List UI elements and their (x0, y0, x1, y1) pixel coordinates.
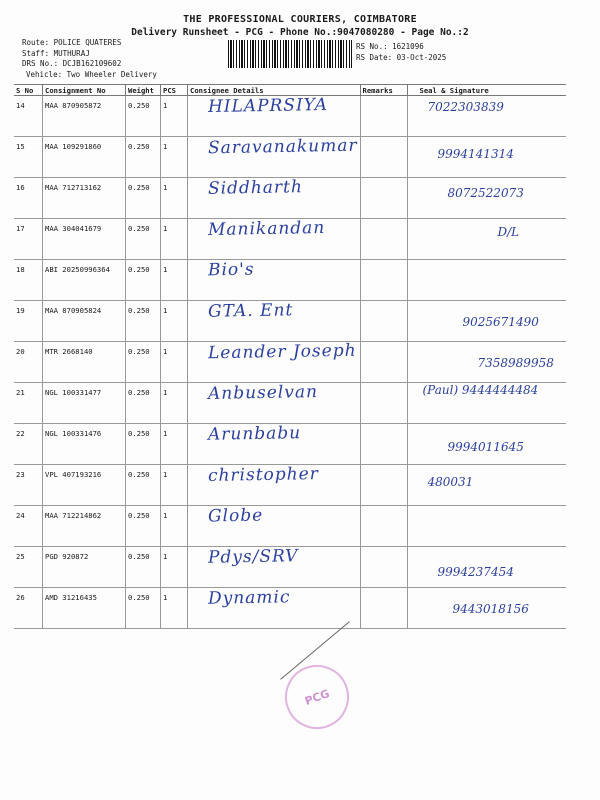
row-consignee (188, 465, 361, 506)
row-seal-signature (407, 137, 566, 178)
row-pcs: 1 (161, 178, 188, 219)
row-remarks (360, 547, 407, 588)
row-sno: 15 (14, 137, 43, 178)
row-remarks (360, 465, 407, 506)
table-header-row (14, 85, 566, 96)
consignee-handwriting: HILAPRSIYA (207, 94, 329, 118)
row-remarks (360, 260, 407, 301)
row-weight: 0.250 (126, 178, 161, 219)
table-row (14, 301, 566, 342)
row-pcs: 1 (161, 424, 188, 465)
row-pcs: 1 (161, 506, 188, 547)
row-remarks (360, 301, 407, 342)
row-sno: 22 (14, 424, 43, 465)
row-pcs: 1 (161, 547, 188, 588)
consignee-handwriting: Bio's (207, 259, 255, 281)
row-consignee (188, 260, 361, 301)
row-weight: 0.250 (126, 424, 161, 465)
staff: Staff: MUTHURAJ (22, 48, 90, 58)
row-sno: 14 (14, 96, 43, 137)
row-remarks (360, 588, 407, 629)
row-seal-signature (407, 547, 566, 588)
row-consignment: MAA 870905824 (43, 301, 126, 342)
consignee-handwriting: Saravanakumar (207, 135, 358, 159)
table-row (14, 588, 566, 629)
row-remarks (360, 506, 407, 547)
row-remarks (360, 342, 407, 383)
signature-handwriting: 9025671490 (462, 315, 539, 329)
row-consignment: PGD 920872 (43, 547, 126, 588)
consignee-handwriting: Siddharth (207, 177, 304, 199)
runsheet-table (14, 84, 566, 629)
table-row (14, 465, 566, 506)
col-weight: Weight (126, 85, 161, 96)
row-consignee (188, 506, 361, 547)
row-pcs: 1 (161, 137, 188, 178)
row-pcs: 1 (161, 219, 188, 260)
row-remarks (360, 96, 407, 137)
col-sno: S No (14, 85, 43, 96)
row-seal-signature (407, 260, 566, 301)
row-consignee (188, 96, 361, 137)
consignee-handwriting: Anbuselvan (207, 382, 319, 404)
row-consignment: NGL 100331476 (43, 424, 126, 465)
row-sno: 16 (14, 178, 43, 219)
signature-handwriting: 9994141314 (437, 147, 514, 161)
table-row (14, 547, 566, 588)
row-weight: 0.250 (126, 260, 161, 301)
row-weight: 0.250 (126, 588, 161, 629)
signature-handwriting: D/L (497, 225, 520, 239)
row-consignment: NGL 100331477 (43, 383, 126, 424)
row-weight: 0.250 (126, 219, 161, 260)
rs-no: RS No.: 1621096 (356, 42, 424, 51)
consignee-handwriting: Arunbabu (207, 423, 302, 445)
row-consignee (188, 424, 361, 465)
col-seal: Seal & Signature (407, 85, 566, 96)
meta-right (356, 41, 446, 63)
row-consignment: MAA 304041679 (43, 219, 126, 260)
row-consignment: MAA 712214862 (43, 506, 126, 547)
row-consignment: MTR 2668140 (43, 342, 126, 383)
table-row (14, 506, 566, 547)
drs-no: DRS No.: DCJB162109602 (22, 59, 122, 68)
row-remarks (360, 178, 407, 219)
row-pcs: 1 (161, 260, 188, 301)
col-pcs: PCS (161, 85, 188, 96)
consignee-handwriting: Dynamic (207, 587, 291, 609)
signature-handwriting: 480031 (427, 475, 474, 489)
row-seal-signature (407, 301, 566, 342)
runsheet-title: Delivery Runsheet - PCG - Phone No.:9047080280 - Page No.:2 (131, 27, 469, 38)
row-consignment: AMD 31216435 (43, 588, 126, 629)
row-pcs: 1 (161, 383, 188, 424)
signature-handwriting: 9994011645 (447, 440, 524, 454)
row-consignee (188, 342, 361, 383)
row-sno: 17 (14, 219, 43, 260)
barcode (228, 40, 352, 68)
col-consignment: Consignment No (43, 85, 126, 96)
signature-handwriting: (Paul) 9444444484 (422, 383, 539, 397)
row-pcs: 1 (161, 342, 188, 383)
row-consignment: VPL 407193216 (43, 465, 126, 506)
row-consignment: ABI 20250996364 (43, 260, 126, 301)
row-remarks (360, 219, 407, 260)
row-consignee (188, 547, 361, 588)
row-weight: 0.250 (126, 137, 161, 178)
consignee-handwriting: GTA. Ent (207, 300, 294, 322)
table-row (14, 178, 566, 219)
col-remarks: Remarks (360, 85, 407, 96)
row-sno: 19 (14, 301, 43, 342)
row-seal-signature (407, 96, 566, 137)
row-seal-signature (407, 178, 566, 219)
table-row (14, 424, 566, 465)
row-sno: 26 (14, 588, 43, 629)
consignee-handwriting: Globe (207, 505, 264, 527)
row-weight: 0.250 (126, 383, 161, 424)
signature-handwriting: 7358989958 (477, 356, 554, 370)
row-seal-signature (407, 424, 566, 465)
consignee-handwriting: Pdys/SRV (207, 546, 299, 568)
row-consignee (188, 178, 361, 219)
row-seal-signature (407, 588, 566, 629)
row-seal-signature (407, 465, 566, 506)
row-consignment: MAA 109291860 (43, 137, 126, 178)
row-weight: 0.250 (126, 506, 161, 547)
row-consignee (188, 588, 361, 629)
consignee-handwriting: christopher (207, 464, 320, 486)
row-remarks (360, 383, 407, 424)
route: Route: POLICE QUATERES (22, 38, 122, 47)
row-sno: 25 (14, 547, 43, 588)
row-weight: 0.250 (126, 301, 161, 342)
table-row (14, 383, 566, 424)
row-remarks (360, 424, 407, 465)
row-consignee (188, 301, 361, 342)
meta-left (22, 38, 157, 80)
row-seal-signature (407, 219, 566, 260)
signature-handwriting: 8072522073 (447, 186, 524, 200)
row-pcs: 1 (161, 588, 188, 629)
row-consignee (188, 137, 361, 178)
col-consignee: Consignee Details (188, 85, 361, 96)
consignee-handwriting: Leander Joseph (207, 340, 357, 364)
row-pcs: 1 (161, 96, 188, 137)
pcg-stamp: PCG (276, 656, 358, 738)
table-row (14, 137, 566, 178)
signature-handwriting: 9443018156 (452, 602, 529, 616)
consignee-handwriting: Manikandan (207, 217, 326, 241)
table-row (14, 260, 566, 301)
row-remarks (360, 137, 407, 178)
table-row (14, 219, 566, 260)
table-row (14, 96, 566, 137)
row-sno: 21 (14, 383, 43, 424)
row-weight: 0.250 (126, 465, 161, 506)
row-consignment: MAA 870905872 (43, 96, 126, 137)
vehicle: Vehicle: Two Wheeler Delivery (26, 69, 157, 79)
row-consignee (188, 219, 361, 260)
rs-date: RS Date: 03-Oct-2025 (356, 53, 447, 62)
row-sno: 20 (14, 342, 43, 383)
document-header (0, 14, 600, 38)
row-pcs: 1 (161, 465, 188, 506)
row-pcs: 1 (161, 301, 188, 342)
row-weight: 0.250 (126, 342, 161, 383)
row-weight: 0.250 (126, 96, 161, 137)
signature-handwriting: 9994237454 (437, 565, 514, 579)
row-seal-signature (407, 342, 566, 383)
row-sno: 18 (14, 260, 43, 301)
signature-handwriting: 7022303839 (427, 100, 504, 114)
company-name: THE PROFESSIONAL COURIERS, COIMBATORE (183, 14, 417, 25)
row-sno: 24 (14, 506, 43, 547)
row-consignment: MAA 712713162 (43, 178, 126, 219)
row-seal-signature (407, 383, 566, 424)
row-sno: 23 (14, 465, 43, 506)
row-weight: 0.250 (126, 547, 161, 588)
table-row (14, 342, 566, 383)
row-consignee (188, 383, 361, 424)
row-seal-signature (407, 506, 566, 547)
